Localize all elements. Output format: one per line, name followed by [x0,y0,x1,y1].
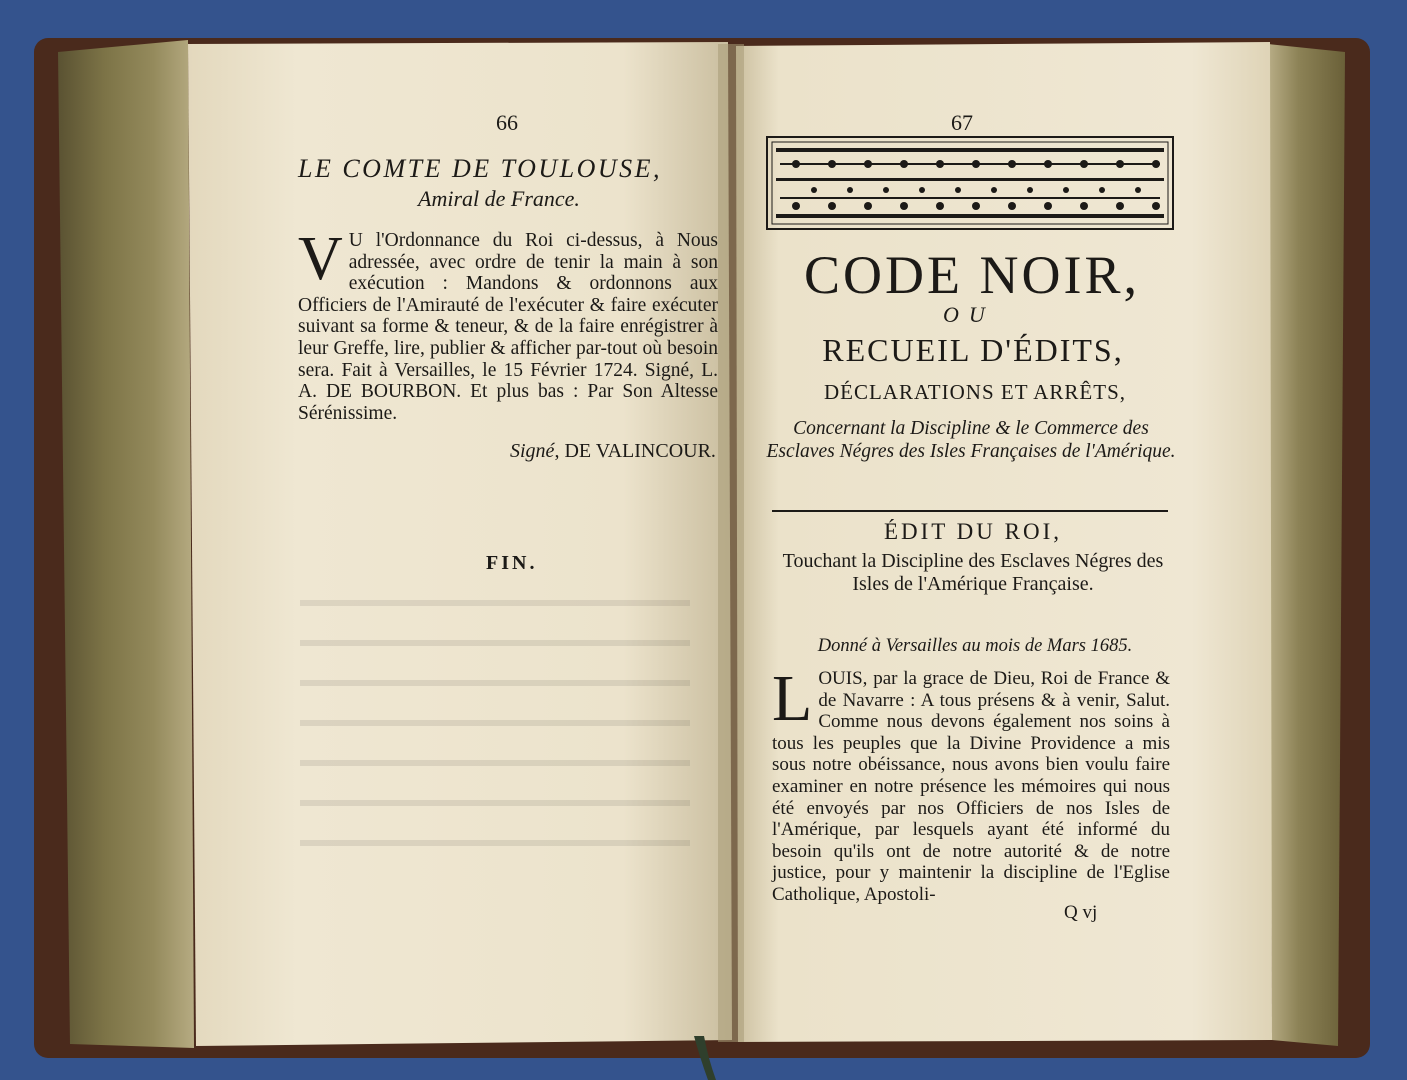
signature-line [510,440,716,463]
edict-subject: Touchant la Discipline des Esclaves Négres des Isles de l'Amérique Française. [782,550,1164,595]
book-subtitle: RECUEIL D'ÉDITS, [822,332,1124,368]
page-number: 66 [496,110,518,135]
ordinance-paragraph: U l'Ordonnance du Roi ci-dessus, à Nous adressée, avec ordre de tenir la main à son exécution : Mandons & ordonnons aux Officiers de l'Amirauté de l'exécuter & faire exécuter suivant sa forme & teneur, & de la faire enrégistrer à leur Greffe, lire, publier & afficher par-tout où besoin sera. Fait à Versailles, le 15 Février 1724. Signé, L. A. DE BOURBON. Et plus bas : Par Son Altesse Sérénissime. [298,230,718,424]
right-page [738,46,1271,1040]
edict-text [772,662,1170,906]
signature-mark: Q vj [1064,902,1098,923]
right-page-edges [1268,44,1345,1046]
page-number: 67 [951,110,973,135]
horizontal-rule [772,510,1168,512]
signatory-title: Amiral de France. [418,186,580,211]
ordinance-text [298,225,718,424]
edict-title: ÉDIT DU ROI, [883,519,1063,544]
book-description: Concernant la Discipline & le Commerce des Esclaves Négres des Isles Françaises de l'Amérique. [766,418,1176,462]
drop-cap: L [772,662,813,735]
left-page [190,44,730,1040]
title-conjunction: OU [943,302,995,327]
book-subtitle-2: DÉCLARATIONS ET ARRÊTS, [823,380,1127,404]
signed-label: Signé [510,440,555,462]
fin-marker: FIN. [486,552,538,574]
left-page-edges [58,40,194,1048]
book-title: CODE NOIR, [804,245,1140,305]
signed-name: , DE VALINCOUR. [554,440,716,462]
drop-cap: V [298,225,343,293]
edict-date: Donné à Versailles au mois de Mars 1685. [817,636,1133,656]
ornamental-headpiece [766,136,1174,230]
edict-paragraph: OUIS, par la grace de Dieu, Roi de France & de Navarre : A tous présens & à venir, Salut. Comme nous devons également nos soins à tous les peuples que la Divine Providence a mis sous notre obéissance, nous avons bien voulu faire examiner en notre présence les mémoires qui nous été envoyés par nos Officiers de nos Isles de l'Amérique, par lesquels ayant été informé du besoin qu'ils ont de notre autorité & de notre justice, pour y maintenir la discipline de l'Eglise Catholique, Apostoli- [772,668,1170,905]
signatory-name: LE COMTE DE TOULOUSE, [298,154,663,183]
